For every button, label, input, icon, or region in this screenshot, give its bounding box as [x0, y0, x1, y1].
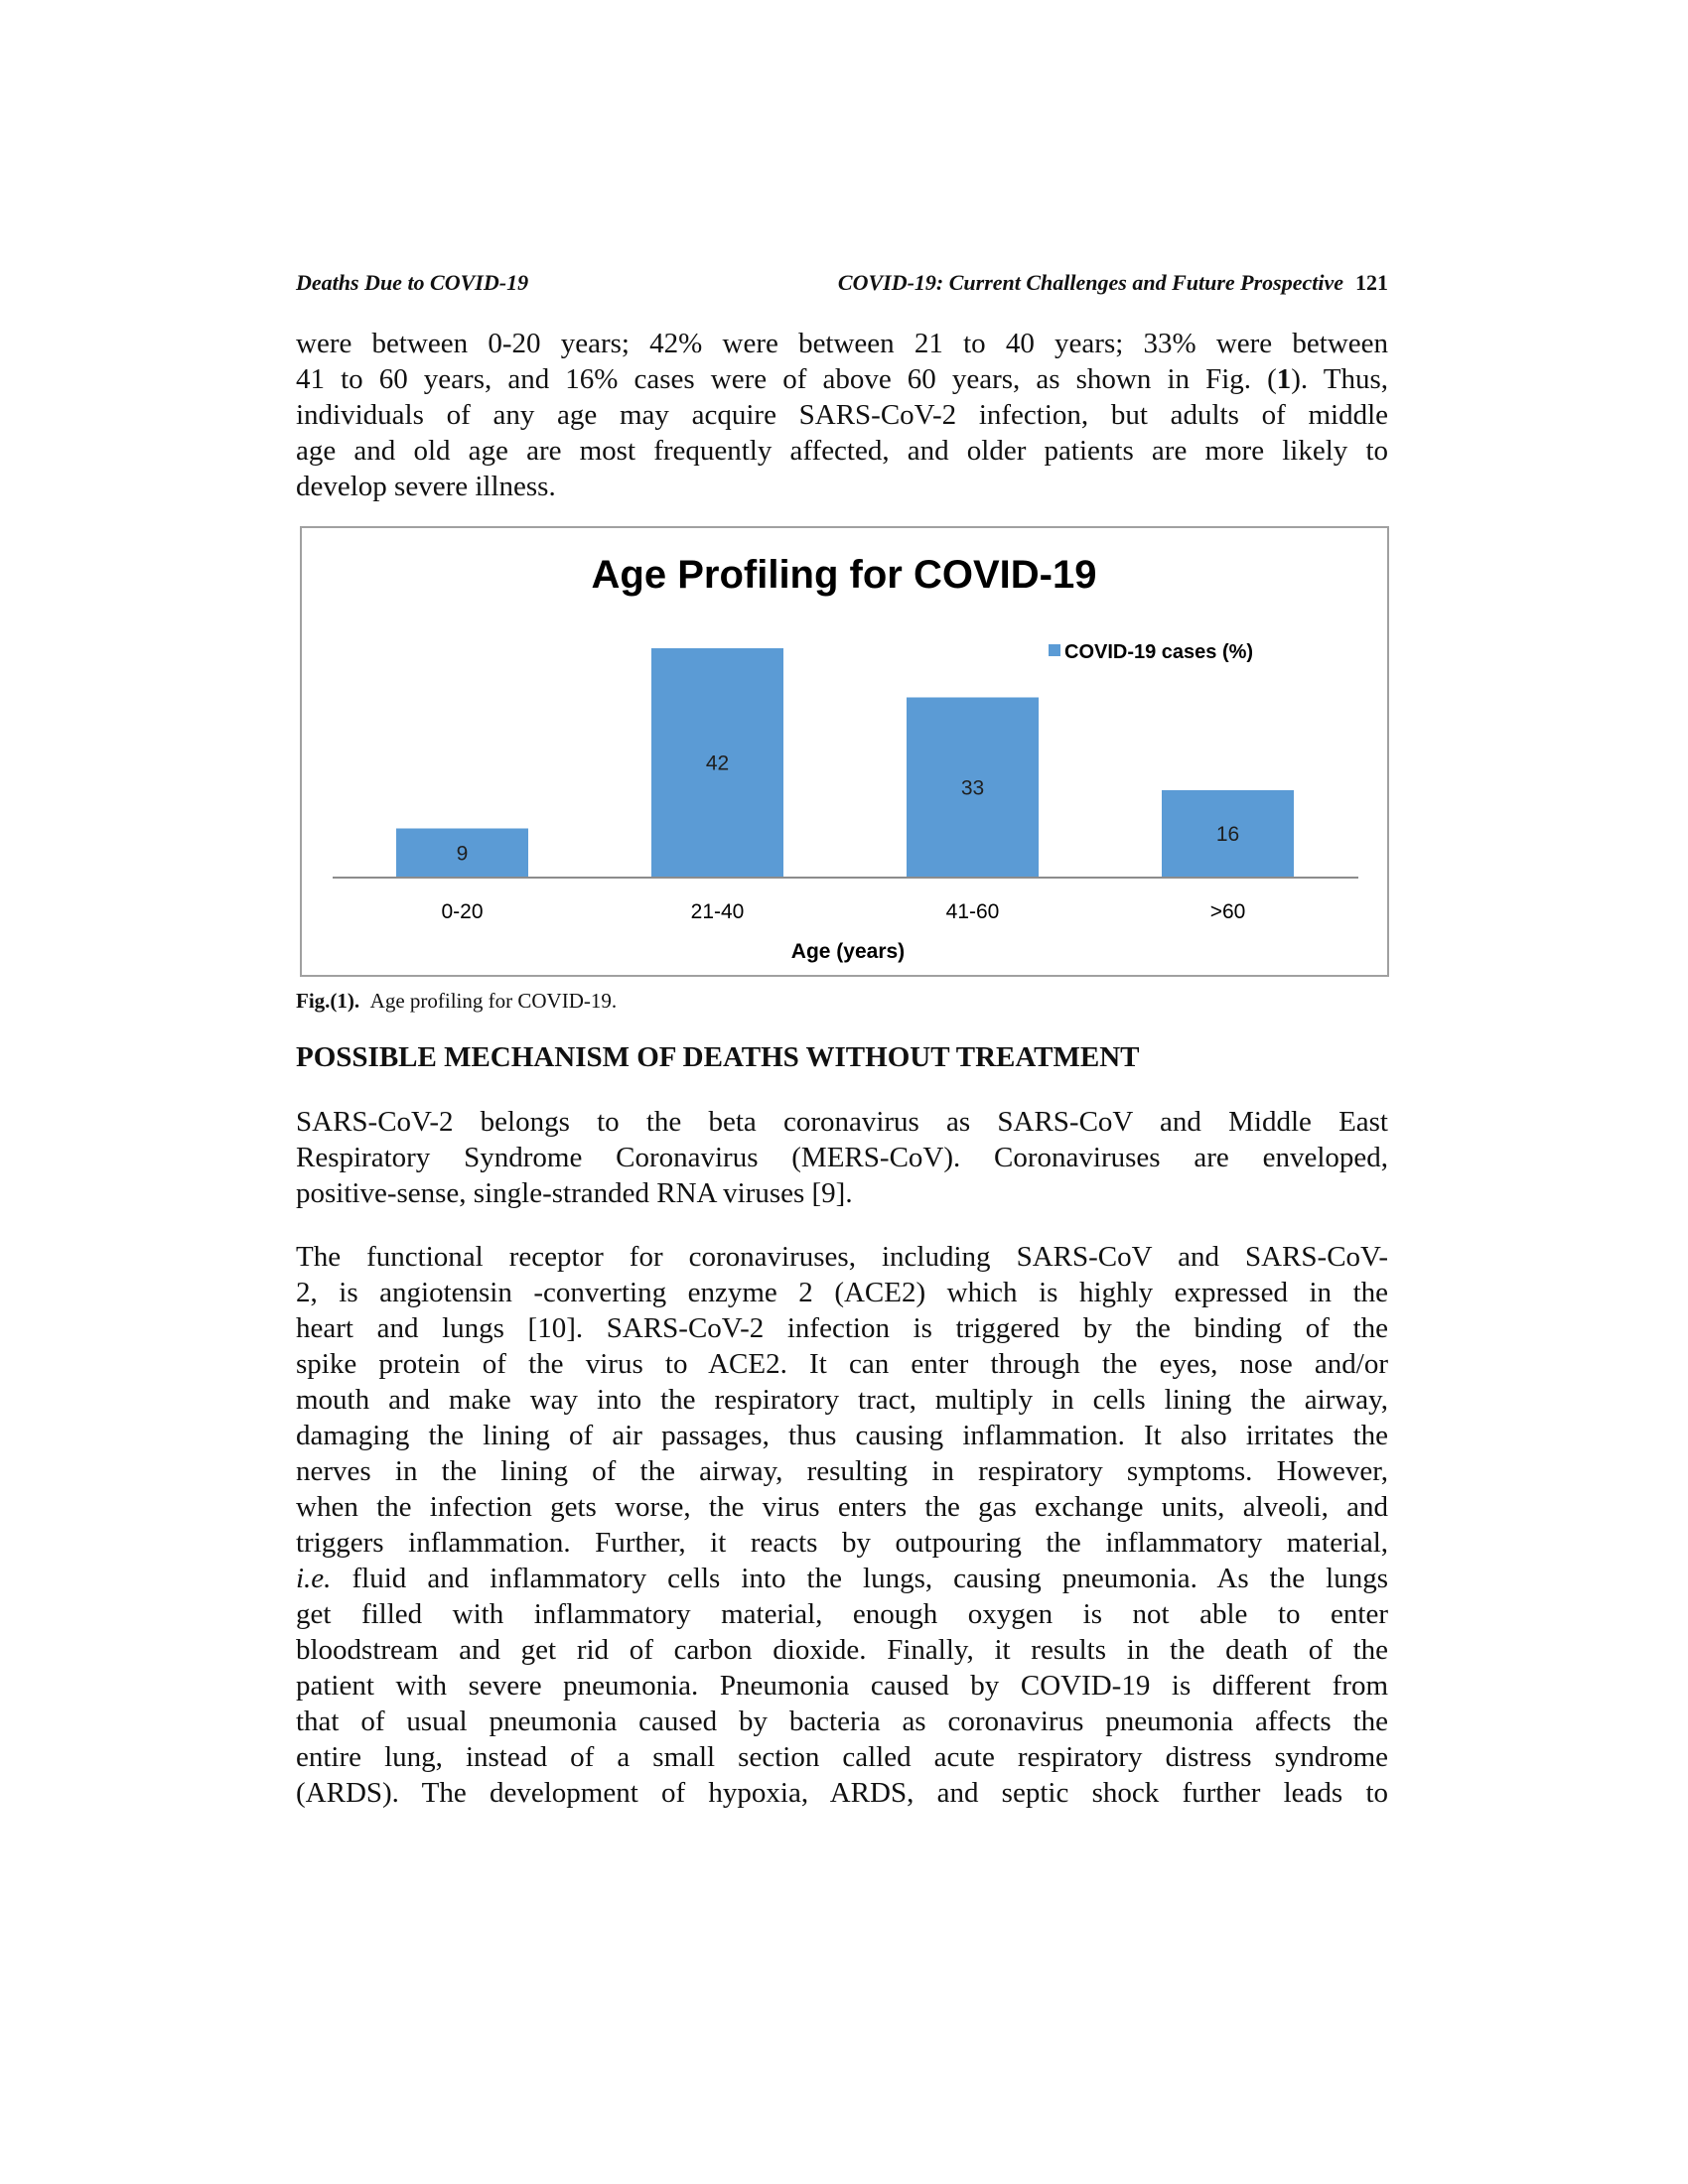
text-line: 2, is angiotensin -converting enzyme 2 (ACE2) which is highly expressed in the — [296, 1277, 1388, 1308]
data-label: 16 — [1215, 823, 1240, 846]
text-line: when the infection gets worse, the virus enters the gas exchange units, alveoli, and — [296, 1491, 1388, 1523]
text-line: bloodstream and get rid of carbon dioxide. Finally, it results in the death of the — [296, 1634, 1388, 1666]
text-line: The functional receptor for coronaviruses, including SARS-CoV and SARS-CoV- — [296, 1241, 1388, 1273]
text-line-part: fluid and inflammatory cells into the lungs, causing pneumonia. As the lungs — [331, 1563, 1388, 1594]
figure-caption-text: Age profiling for COVID-19. — [369, 989, 618, 1013]
text-line: SARS-CoV-2 belongs to the beta coronavirus as SARS-CoV and Middle East — [296, 1106, 1388, 1138]
text-line: heart and lungs [10]. SARS-CoV-2 infection is triggered by the binding of the — [296, 1312, 1388, 1344]
text-line: (ARDS). The development of hypoxia, ARDS, and septic shock further leads to — [296, 1777, 1388, 1809]
legend — [1049, 641, 1253, 663]
text-line — [296, 361, 1388, 397]
text-line: spike protein of the virus to ACE2. It can enter through the eyes, nose and/or — [296, 1348, 1388, 1380]
x-axis-title: Age (years) — [790, 940, 906, 963]
text-line-italic: i.e. — [296, 1563, 332, 1594]
paragraph-mechanism — [296, 1239, 1388, 1811]
running-header-book — [838, 270, 1388, 296]
text-line-part: 41 to 60 years, and 16% cases were of above 60 years, as shown in Fig. ( — [296, 363, 1277, 395]
running-header-chapter: Deaths Due to COVID-19 — [296, 270, 529, 295]
text-line: Respiratory Syndrome Coronavirus (MERS-CoV). Coronaviruses are enveloped, — [296, 1142, 1388, 1173]
figure-caption-label: Fig.(1). — [296, 989, 360, 1013]
running-header — [296, 270, 1388, 300]
bars-group — [396, 648, 1294, 878]
running-header-book-title: COVID-19: Current Challenges and Future Prospective — [837, 270, 1343, 295]
text-line: damaging the lining of air passages, thus causing inflammation. It also irritates the — [296, 1420, 1388, 1451]
text-line: patient with severe pneumonia. Pneumonia caused by COVID-19 is different from — [296, 1670, 1388, 1702]
text-line: entire lung, instead of a small section called acute respiratory distress syndrome — [296, 1741, 1388, 1773]
data-label: 9 — [456, 842, 469, 866]
data-labels-group — [457, 752, 1240, 866]
data-label: 33 — [960, 776, 985, 800]
text-line: age and old age are most frequently affected, and older patients are more likely to — [296, 435, 1388, 467]
text-line: nerves in the lining of the airway, resulting in respiratory symptoms. However, — [296, 1455, 1388, 1487]
x-tick-label: 0-20 — [441, 900, 484, 923]
section-heading: POSSIBLE MECHANISM OF DEATHS WITHOUT TREATMENT — [296, 1041, 1140, 1073]
legend-label: COVID-19 cases (%) — [1064, 641, 1254, 663]
text-line: mouth and make way into the respiratory tract, multiply in cells lining the airway, — [296, 1384, 1388, 1416]
x-tick-labels-group — [441, 900, 1245, 923]
text-line: individuals of any age may acquire SARS-CoV-2 infection, but adults of middle — [296, 399, 1388, 431]
chart-frame — [300, 526, 1389, 977]
bar-chart — [302, 528, 1387, 975]
text-line — [296, 1561, 1388, 1596]
legend-swatch — [1049, 644, 1060, 656]
figure-reference[interactable]: 1 — [1276, 363, 1292, 395]
text-line: that of usual pneumonia caused by bacteria as coronavirus pneumonia affects the — [296, 1706, 1388, 1737]
text-line: were between 0-20 years; 42% were between 21 to 40 years; 33% were between — [296, 328, 1388, 359]
text-line-part: ). Thus, — [1291, 363, 1388, 395]
chart-title: Age Profiling for COVID-19 — [591, 553, 1097, 597]
data-label: 42 — [705, 751, 730, 775]
text-line: develop severe illness. — [296, 471, 556, 502]
x-tick-label: 21-40 — [690, 900, 745, 923]
text-line: triggers inflammation. Further, it reacts by outpouring the inflammatory material, — [296, 1527, 1388, 1559]
text-line: get filled with inflammatory material, enough oxygen is not able to enter — [296, 1598, 1388, 1630]
x-tick-label: 41-60 — [945, 900, 1000, 923]
text-line: positive-sense, single-stranded RNA viruses [9]. — [296, 1177, 853, 1209]
x-tick-label: >60 — [1209, 900, 1246, 923]
paragraph-sars-cov-2-classification — [296, 1104, 1388, 1211]
page-number: 121 — [1355, 270, 1388, 295]
paragraph-age-distribution — [296, 326, 1388, 504]
figure-caption — [296, 989, 617, 1014]
